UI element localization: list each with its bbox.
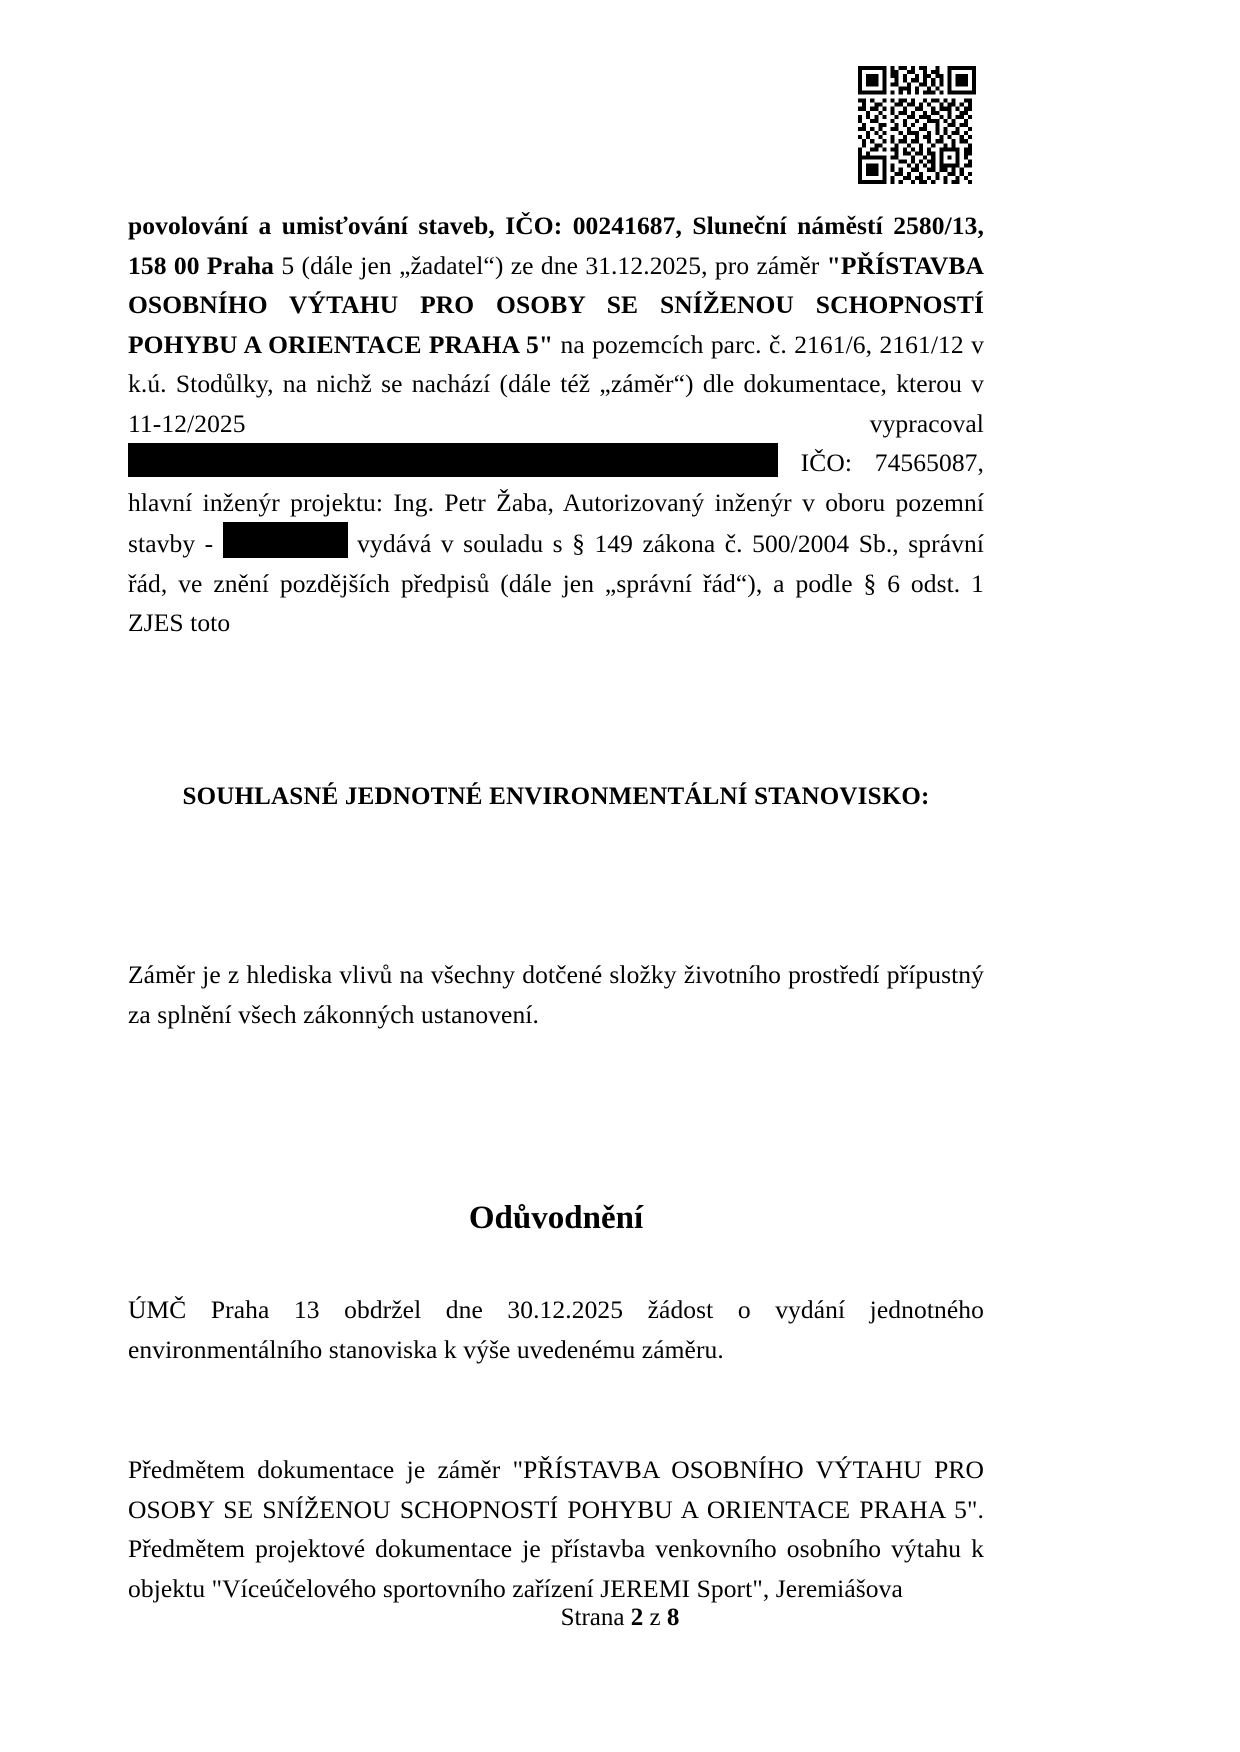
qr-code — [858, 64, 976, 186]
reasoning-heading: Odůvodnění — [468, 1200, 644, 1236]
subject-paragraph: Předmětem dokumentace je záměr "PŘÍSTAVBA OSOBNÍHO VÝTAHU PRO OSOBY SE SNÍŽENOU SCHOPNOSTÍ POHYBU A ORIENTACE PRAHA 5". Předmětem projektové dokumentace je přístavba venkovního osobního výtahu k objektu "Víceúčelového sportovního zařízení JEREMI Sport", Jeremiášova — [128, 1455, 984, 1603]
intro-paragraph-block — [128, 206, 984, 643]
statement-heading-block — [128, 783, 984, 811]
page-footer — [0, 1604, 1240, 1632]
statement-heading: SOUHLASNÉ JEDNOTNÉ ENVIRONMENTÁLNÍ STANOVISKO: — [182, 783, 930, 810]
footer-separator: z — [649, 1604, 661, 1631]
intro-text-3: IČO: 74565087, hlavní inženýr projektu: Ing. Petr Žaba, Autorizovaný inženýr v oboru pozemní stavby - — [128, 448, 984, 558]
subject-paragraph-block — [128, 1450, 984, 1608]
reasoning-paragraph: ÚMČ Praha 13 obdržel dne 30.12.2025 žádost o vydání jednotného environmentálního stanoviska k výše uvedenému záměru. — [128, 1295, 984, 1364]
statement-paragraph-block — [128, 955, 984, 1034]
reasoning-heading-block — [128, 1200, 984, 1237]
redaction-bar-company — [128, 443, 778, 477]
footer-current-page: 2 — [630, 1604, 644, 1631]
intro-bold-lead: povolování a umisťování staveb, IČO: 00241687, Sluneční náměstí 2580/13, 158 00 Praha — [128, 211, 984, 280]
intro-paragraph — [128, 206, 984, 643]
intro-text-2: na pozemcích parc. č. 2161/6, 2161/12 v k.ú. Stodůlky, na nichž se nachází (dále též „záměr“) dle dokumentace, kterou v 11-12/2025 vypracoval — [128, 329, 984, 438]
redaction-bar-authorization — [223, 522, 348, 558]
intro-text-4: vydává v souladu s § 149 zákona č. 500/2004 Sb., správní řád, ve znění pozdějších předpisů (dále jen „správní řád“), a podle § 6 odst. 1 ZJES toto — [128, 529, 985, 637]
intro-project-title: "PŘÍSTAVBA OSOBNÍHO VÝTAHU PRO OSOBY SE SNÍŽENOU SCHOPNOSTÍ POHYBU A ORIENTACE PRAHA 5" — [128, 250, 984, 359]
statement-paragraph: Záměr je z hlediska vlivů na všechny dotčené složky životního prostředí přípustný za splnění všech zákonných ustanovení. — [128, 960, 984, 1029]
footer-total-pages: 8 — [666, 1604, 680, 1631]
intro-text-1: 5 (dále jen „žadatel“) ze dne 31.12.2025, pro záměr — [274, 250, 827, 280]
reasoning-paragraph-block — [128, 1290, 984, 1369]
footer-prefix: Strana — [560, 1604, 625, 1631]
